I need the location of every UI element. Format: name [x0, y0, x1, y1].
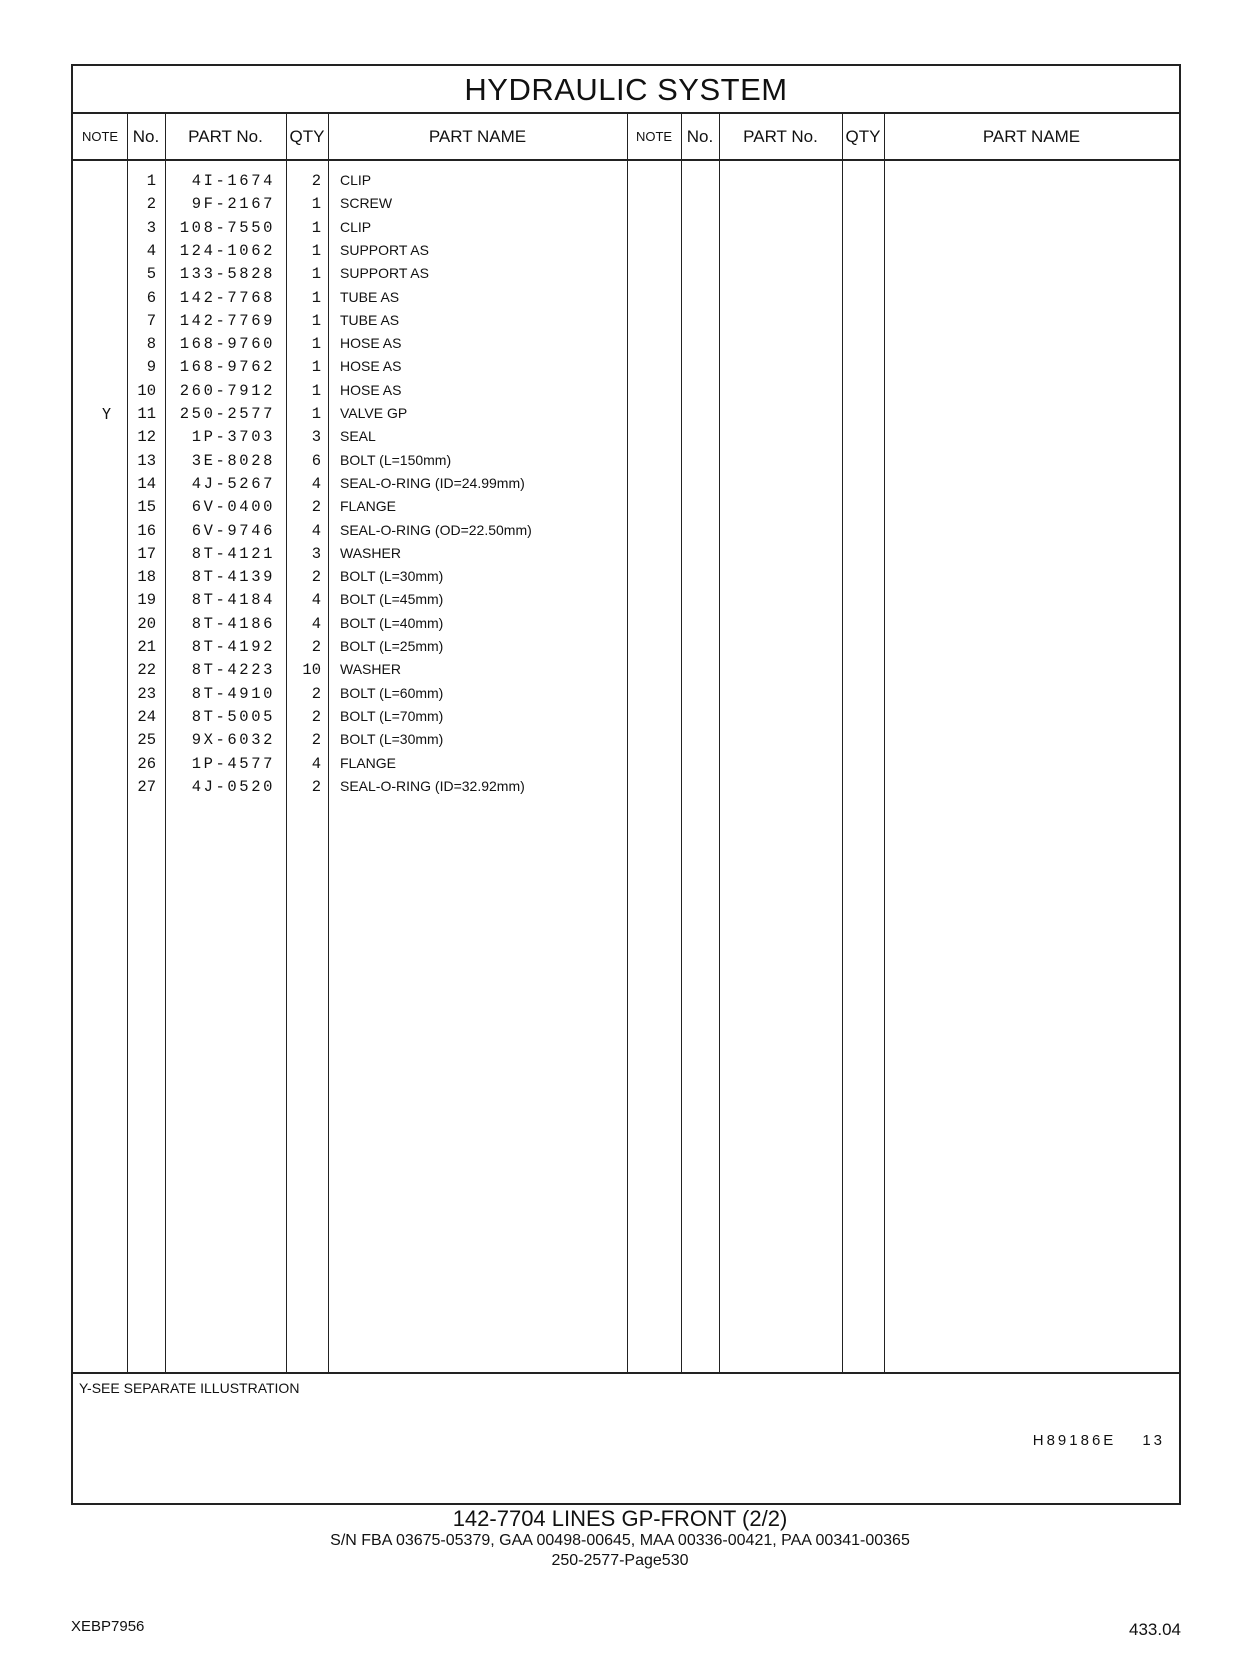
row-number: 27	[137, 777, 156, 796]
row-quantity: 2	[311, 731, 321, 750]
row-number: 4	[146, 241, 156, 260]
row-part-name: WASHER	[340, 661, 401, 678]
table-row	[73, 358, 1179, 381]
document-version: 433.04	[1129, 1620, 1181, 1639]
row-quantity: 6	[311, 451, 321, 470]
row-number: 25	[137, 731, 156, 750]
row-part-name: BOLT (L=150mm)	[340, 451, 452, 468]
row-number: 8	[146, 335, 156, 354]
row-quantity: 4	[311, 614, 321, 633]
row-part-number: 4J-5267	[191, 474, 275, 493]
row-part-name: BOLT (L=30mm)	[340, 568, 444, 585]
row-part-number: 9X-6032	[191, 731, 275, 750]
row-number: 5	[146, 265, 156, 284]
table-row	[73, 638, 1179, 661]
row-number: 10	[137, 381, 156, 400]
row-part-number: 124-1062	[179, 241, 275, 260]
row-part-name: HOSE AS	[340, 335, 402, 352]
row-quantity: 1	[311, 358, 321, 377]
row-part-name: SEAL-O-RING (OD=22.50mm)	[340, 521, 532, 538]
row-quantity: 4	[311, 754, 321, 773]
row-part-number: 168-9760	[179, 335, 275, 354]
row-part-name: BOLT (L=40mm)	[340, 614, 444, 631]
illustration-code: H89186E	[1032, 1432, 1117, 1449]
row-number: 9	[146, 358, 156, 377]
row-part-name: TUBE AS	[340, 311, 400, 328]
row-part-number: 8T-4186	[191, 614, 275, 633]
row-quantity: 1	[311, 288, 321, 307]
row-part-name: BOLT (L=60mm)	[340, 684, 444, 701]
caption-page-ref: 250-2577-Page530	[551, 1552, 689, 1569]
row-quantity: 4	[311, 474, 321, 493]
row-quantity: 4	[311, 521, 321, 540]
row-part-number: 250-2577	[179, 405, 275, 423]
row-part-name: TUBE AS	[340, 288, 400, 305]
row-part-number: 142-7769	[179, 311, 275, 330]
row-number: 24	[137, 707, 156, 726]
row-part-number: 9F-2167	[191, 195, 275, 214]
row-quantity: 1	[311, 335, 321, 354]
table-row	[73, 778, 1179, 801]
table-row	[73, 428, 1179, 451]
row-number: 18	[137, 568, 156, 587]
table-header	[73, 114, 1179, 161]
row-part-name: FLANGE	[340, 754, 397, 771]
row-quantity: 4	[311, 591, 321, 610]
row-number: 23	[137, 684, 156, 703]
parts-list-frame	[71, 64, 1181, 1505]
row-part-number: 133-5828	[179, 265, 275, 284]
row-quantity: 1	[311, 405, 321, 423]
row-note: Y	[101, 405, 111, 423]
row-number: 21	[137, 638, 156, 656]
row-quantity: 2	[311, 684, 321, 703]
row-quantity: 3	[311, 544, 321, 563]
table-row	[73, 382, 1179, 405]
row-part-number: 1P-4577	[191, 754, 275, 773]
row-part-name: FLANGE	[340, 498, 397, 515]
row-number: 15	[137, 498, 156, 517]
row-part-number: 108-7550	[179, 218, 275, 237]
table-row	[73, 289, 1179, 312]
row-part-name: WASHER	[340, 544, 401, 561]
table-row	[73, 661, 1179, 684]
row-number: 3	[146, 218, 156, 237]
row-part-number: 4I-1674	[191, 172, 275, 190]
page-title: HYDRAULIC SYSTEM	[73, 66, 1179, 114]
row-number: 17	[137, 544, 156, 563]
header-no-left: No.	[132, 127, 160, 146]
row-number: 1	[146, 172, 156, 190]
row-part-name: HOSE AS	[340, 358, 402, 375]
row-quantity: 1	[311, 241, 321, 260]
table-row	[73, 242, 1179, 265]
row-part-number: 1P-3703	[191, 428, 275, 447]
table-row	[73, 195, 1179, 218]
row-number: 7	[146, 311, 156, 330]
illustration-page: 13	[1142, 1432, 1165, 1449]
row-part-name: CLIP	[340, 172, 372, 188]
illustration-reference	[1033, 1432, 1165, 1449]
table-row	[73, 172, 1179, 195]
row-part-name: VALVE GP	[340, 405, 408, 421]
row-part-name: BOLT (L=70mm)	[340, 707, 444, 724]
table-row	[73, 731, 1179, 754]
row-quantity: 10	[302, 661, 321, 680]
row-part-name: SEAL-O-RING (ID=32.92mm)	[340, 777, 525, 794]
header-part-name-right: PART NAME	[982, 127, 1081, 146]
table-row	[73, 545, 1179, 568]
row-part-name: SCREW	[340, 195, 393, 212]
row-quantity: 2	[311, 638, 321, 656]
row-part-number: 8T-4223	[191, 661, 275, 680]
row-quantity: 2	[311, 707, 321, 726]
row-number: 20	[137, 614, 156, 633]
table-bottom-divider	[73, 1372, 1179, 1374]
table-row	[73, 708, 1179, 731]
row-part-number: 142-7768	[179, 288, 275, 307]
row-number: 6	[146, 288, 156, 307]
row-part-name: HOSE AS	[340, 381, 402, 398]
header-no-right: No.	[686, 127, 714, 146]
header-qty-left: QTY	[289, 127, 325, 146]
row-quantity: 1	[311, 218, 321, 237]
row-part-number: 3E-8028	[191, 451, 275, 470]
row-part-number: 8T-4184	[191, 591, 275, 610]
row-part-name: BOLT (L=45mm)	[340, 591, 444, 608]
row-part-number: 6V-0400	[191, 498, 275, 517]
row-part-number: 6V-9746	[191, 521, 275, 540]
table-row	[73, 685, 1179, 708]
header-note-right: NOTE	[635, 129, 673, 144]
header-part-no-left: PART No.	[188, 127, 263, 146]
caption-title: 142-7704 LINES GP-FRONT (2/2)	[452, 1506, 788, 1531]
row-part-name: SUPPORT AS	[340, 241, 429, 258]
row-part-name: CLIP	[340, 218, 372, 235]
row-number: 11	[137, 405, 156, 423]
row-number: 2	[146, 195, 156, 214]
row-number: 19	[137, 591, 156, 610]
table-row	[73, 405, 1179, 428]
table-row	[73, 568, 1179, 591]
row-part-number: 8T-4192	[191, 638, 275, 656]
row-part-name: SUPPORT AS	[340, 265, 429, 282]
row-quantity: 1	[311, 195, 321, 214]
row-quantity: 2	[311, 777, 321, 796]
row-part-number: 8T-5005	[191, 707, 275, 726]
table-row	[73, 498, 1179, 521]
row-part-number: 168-9762	[179, 358, 275, 377]
row-quantity: 2	[311, 498, 321, 517]
table-row	[73, 475, 1179, 498]
row-part-number: 4J-0520	[191, 777, 275, 796]
header-note-left: NOTE	[81, 129, 119, 144]
row-part-number: 260-7912	[179, 381, 275, 400]
table-row	[73, 755, 1179, 778]
row-part-name: BOLT (L=30mm)	[340, 731, 444, 748]
row-part-name: SEAL	[340, 428, 376, 445]
row-part-number: 8T-4139	[191, 568, 275, 587]
row-part-number: 8T-4910	[191, 684, 275, 703]
row-number: 12	[137, 428, 156, 447]
row-quantity: 1	[311, 311, 321, 330]
caption-serial-numbers: S/N FBA 03675-05379, GAA 00498-00645, MAA 00336-00421, PAA 00341-00365	[330, 1532, 910, 1549]
footnote: Y-SEE SEPARATE ILLUSTRATION	[79, 1380, 300, 1396]
row-quantity: 1	[311, 381, 321, 400]
table-row	[73, 335, 1179, 358]
row-number: 22	[137, 661, 156, 680]
row-quantity: 2	[311, 568, 321, 587]
table-row	[73, 265, 1179, 288]
row-number: 16	[137, 521, 156, 540]
row-number: 14	[137, 474, 156, 493]
row-quantity: 1	[311, 265, 321, 284]
row-part-number: 8T-4121	[191, 544, 275, 563]
row-number: 13	[137, 451, 156, 470]
row-number: 26	[137, 754, 156, 773]
table-row	[73, 591, 1179, 614]
row-quantity: 2	[311, 172, 321, 190]
header-qty-right: QTY	[845, 127, 881, 146]
header-part-name-left: PART NAME	[428, 127, 527, 146]
table-row	[73, 452, 1179, 475]
row-part-name: BOLT (L=25mm)	[340, 638, 444, 654]
row-quantity: 3	[311, 428, 321, 447]
table-row	[73, 219, 1179, 242]
document-id: XEBP7956	[71, 1618, 145, 1635]
table-row	[73, 312, 1179, 335]
header-part-no-right: PART No.	[743, 127, 818, 146]
table-row	[73, 522, 1179, 545]
row-part-name: SEAL-O-RING (ID=24.99mm)	[340, 474, 525, 491]
table-row	[73, 615, 1179, 638]
